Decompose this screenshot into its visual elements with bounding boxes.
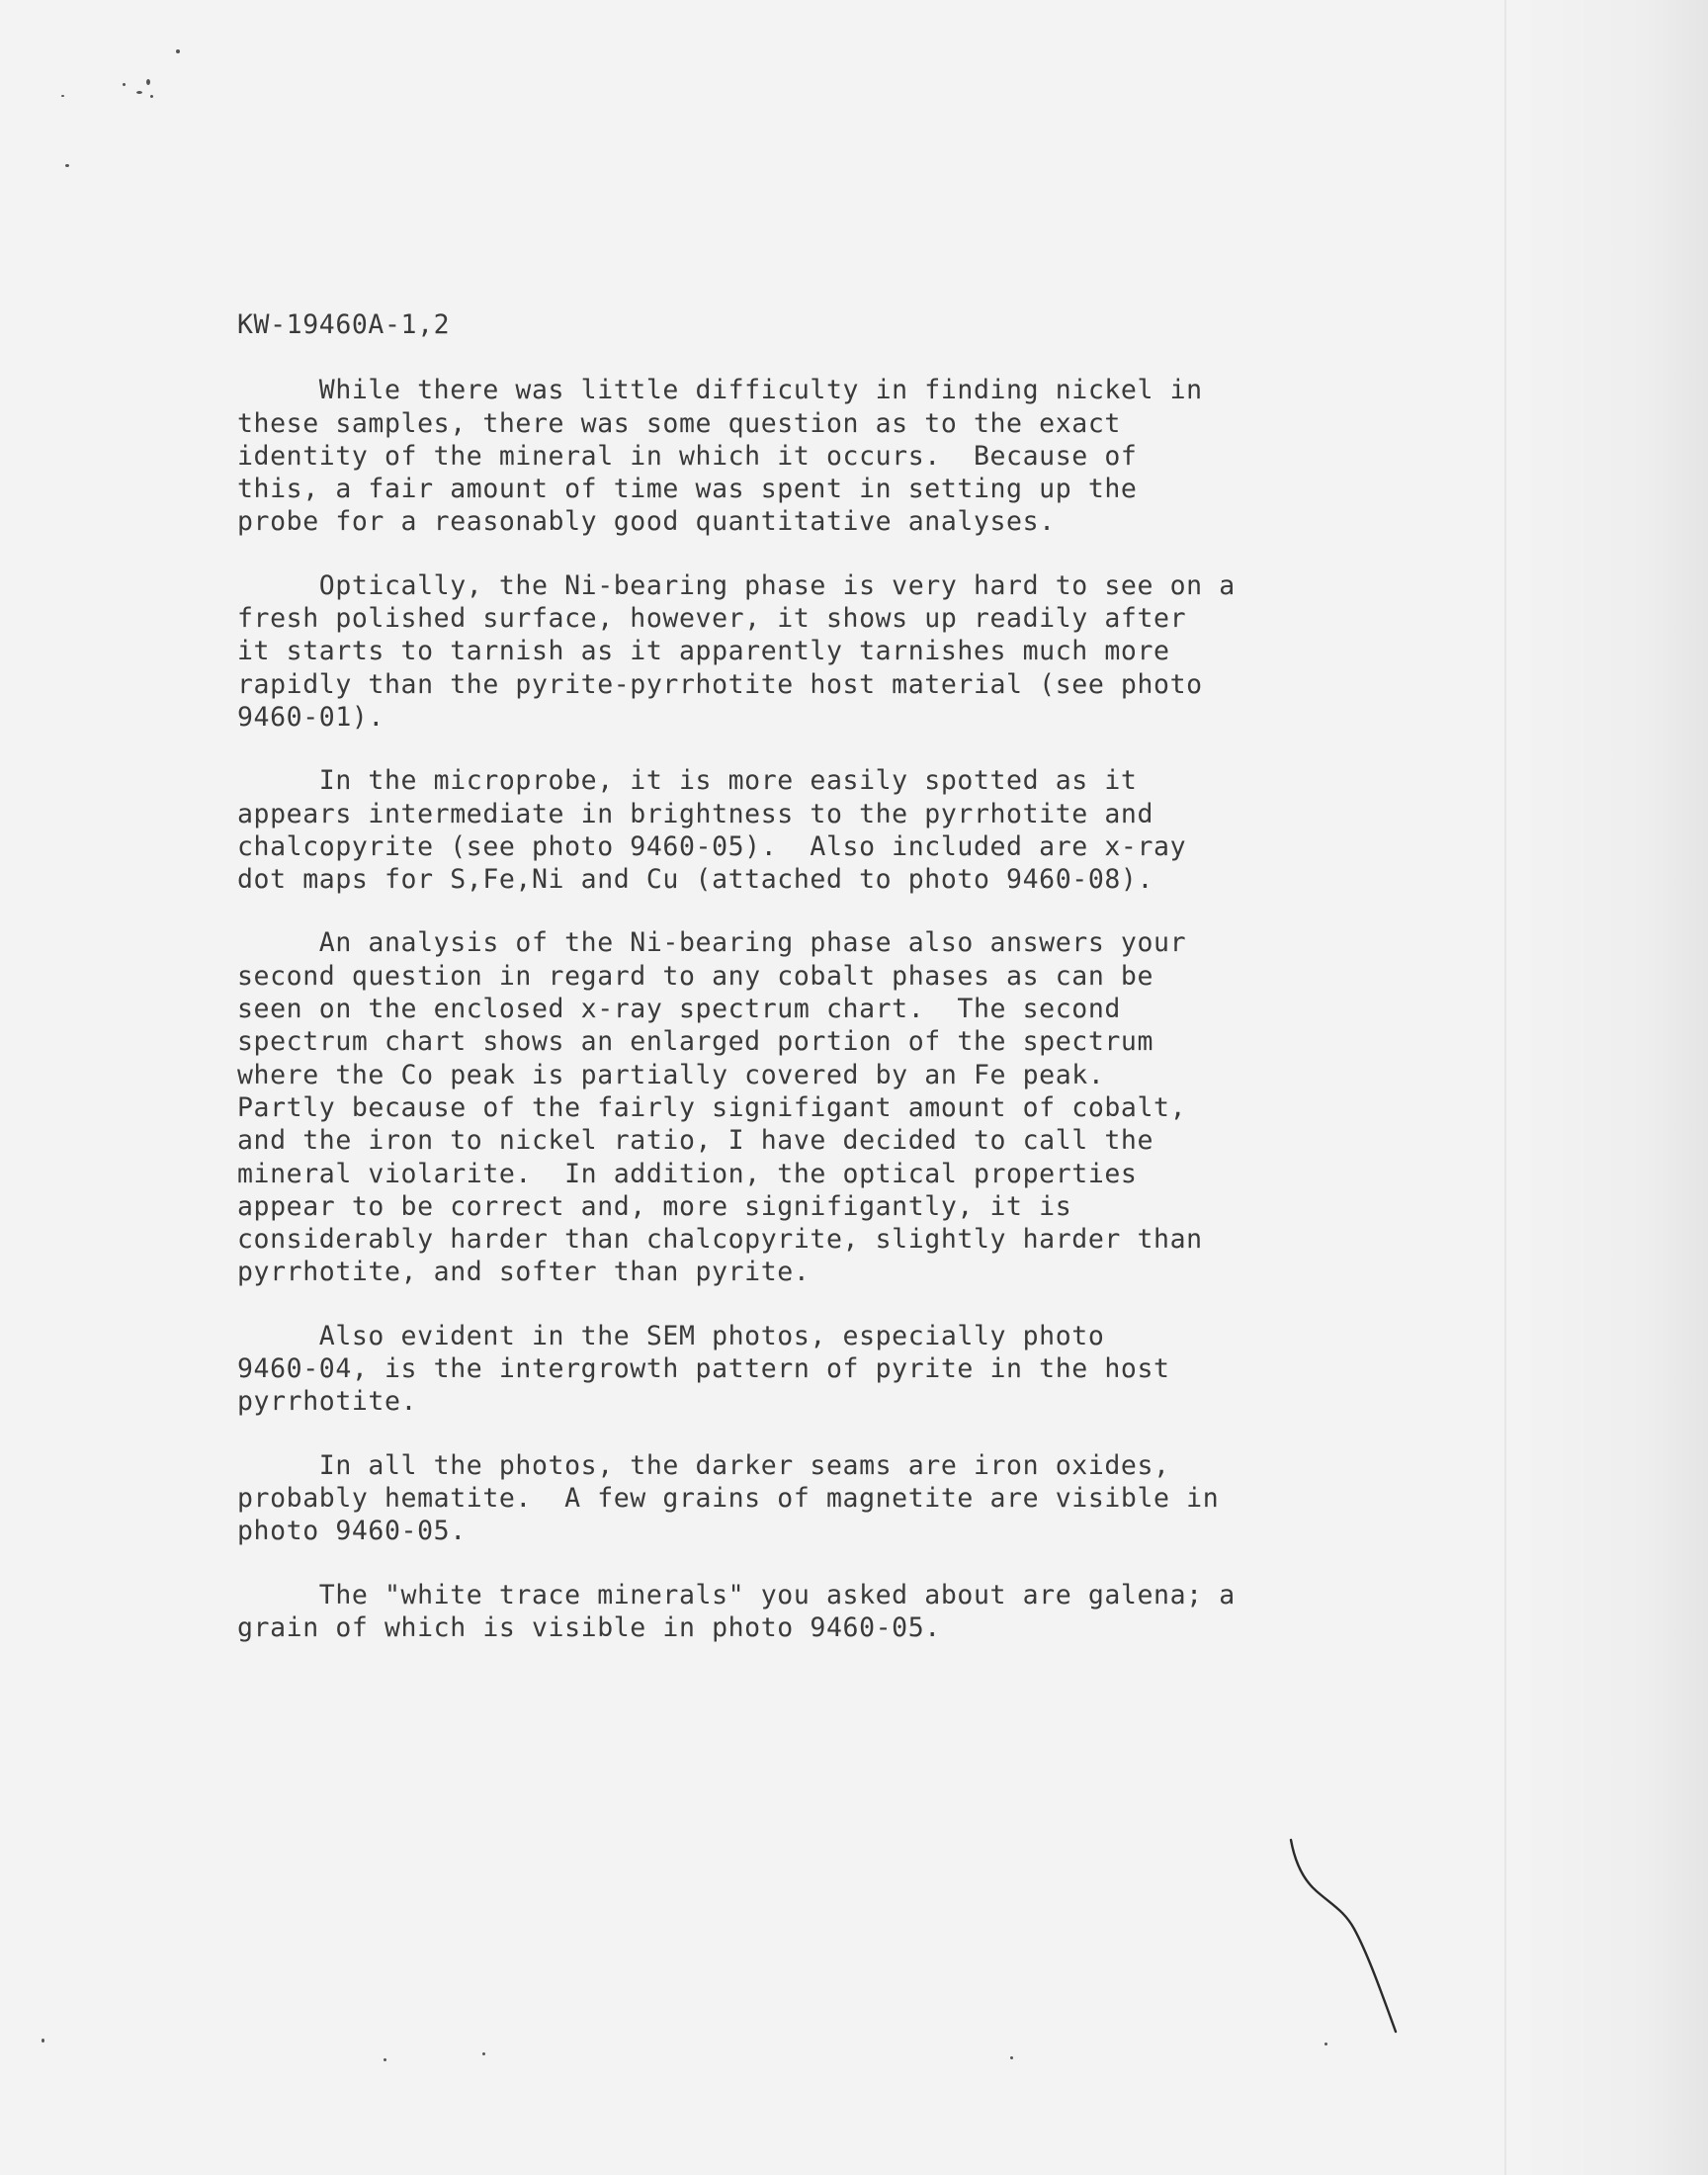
text-line: dot maps for S,Fe,Ni and Cu (attached to photo 9460-08). bbox=[237, 864, 1154, 896]
paragraph-galena bbox=[237, 1579, 1463, 1645]
memo-body bbox=[237, 308, 1463, 1675]
text-line: 9460-01). bbox=[237, 701, 384, 733]
text-line: appear to be correct and, more signifigantly, it is bbox=[237, 1190, 1072, 1222]
scan-speck bbox=[1010, 2056, 1013, 2059]
text-line: second question in regard to any cobalt phases as can be bbox=[237, 960, 1154, 992]
reference-number: KW-19460A-1,2 bbox=[237, 309, 451, 340]
scan-speck bbox=[150, 95, 153, 98]
page-edge-line bbox=[1504, 0, 1506, 2175]
pen-mark bbox=[1275, 1834, 1433, 2051]
text-line: An analysis of the Ni-bearing phase also answers your bbox=[237, 927, 1187, 959]
text-line: considerably harder than chalcopyrite, slightly harder than bbox=[237, 1224, 1203, 1256]
text-line: In the microprobe, it is more easily spotted as it bbox=[237, 765, 1138, 797]
paragraph-sem bbox=[237, 1320, 1463, 1419]
scan-speck bbox=[65, 164, 69, 167]
text-line: Partly because of the fairly signifigant amount of cobalt, bbox=[237, 1091, 1187, 1123]
text-line: Optically, the Ni-bearing phase is very hard to see on a bbox=[237, 569, 1236, 601]
paragraph-nickel-identity bbox=[237, 374, 1463, 538]
text-line: probe for a reasonably good quantitative analyses. bbox=[237, 506, 1056, 538]
text-line: probably hematite. A few grains of magnetite are visible in bbox=[237, 1482, 1220, 1514]
text-line: The "white trace minerals" you asked about are galena; a bbox=[237, 1579, 1236, 1610]
paragraph-iron-oxides bbox=[237, 1449, 1463, 1548]
text-line: pyrrhotite, and softer than pyrite. bbox=[237, 1257, 811, 1288]
paragraph-optical bbox=[237, 569, 1463, 734]
text-line: spectrum chart shows an enlarged portion of the spectrum bbox=[237, 1026, 1154, 1058]
scan-speck bbox=[61, 95, 64, 97]
paragraph-analysis bbox=[237, 926, 1463, 1288]
scan-speck bbox=[384, 2058, 386, 2061]
scan-speck bbox=[136, 91, 142, 94]
text-line: chalcopyrite (see photo 9460-05). Also included are x-ray bbox=[237, 830, 1187, 862]
text-line: rapidly than the pyrite-pyrrhotite host material (see photo bbox=[237, 668, 1203, 700]
text-line: pyrrhotite. bbox=[237, 1386, 418, 1418]
scan-speck bbox=[482, 2052, 485, 2055]
text-line: While there was little difficulty in finding nickel in bbox=[237, 375, 1203, 406]
scan-speck bbox=[123, 83, 126, 86]
text-line: where the Co peak is partially covered by an Fe peak. bbox=[237, 1059, 1105, 1090]
text-line: this, a fair amount of time was spent in setting up the bbox=[237, 474, 1138, 505]
paragraph-microprobe bbox=[237, 764, 1463, 896]
text-line: it starts to tarnish as it apparently tarnishes much more bbox=[237, 636, 1170, 667]
text-line: fresh polished surface, however, it shows up readily after bbox=[237, 603, 1187, 635]
text-line: these samples, there was some question as to the exact bbox=[237, 407, 1121, 439]
text-line: 9460-04, is the intergrowth pattern of pyrite in the host bbox=[237, 1353, 1170, 1385]
text-line: identity of the mineral in which it occurs. Because of bbox=[237, 440, 1138, 472]
text-line: Also evident in the SEM photos, especially photo bbox=[237, 1320, 1105, 1351]
text-line: mineral violarite. In addition, the optical properties bbox=[237, 1158, 1138, 1189]
scan-speck bbox=[146, 79, 150, 85]
scan-speck bbox=[176, 49, 180, 53]
text-line: seen on the enclosed x-ray spectrum chart. The second bbox=[237, 994, 1121, 1025]
text-line: In all the photos, the darker seams are iron oxides, bbox=[237, 1449, 1170, 1481]
scan-speck bbox=[42, 2039, 44, 2043]
text-line: grain of which is visible in photo 9460-05. bbox=[237, 1611, 941, 1643]
page-edge-shadow bbox=[1520, 0, 1708, 2175]
text-line: appears intermediate in brightness to the pyrrhotite and bbox=[237, 798, 1154, 829]
text-line: photo 9460-05. bbox=[237, 1516, 467, 1547]
text-line: and the iron to nickel ratio, I have decided to call the bbox=[237, 1125, 1154, 1157]
